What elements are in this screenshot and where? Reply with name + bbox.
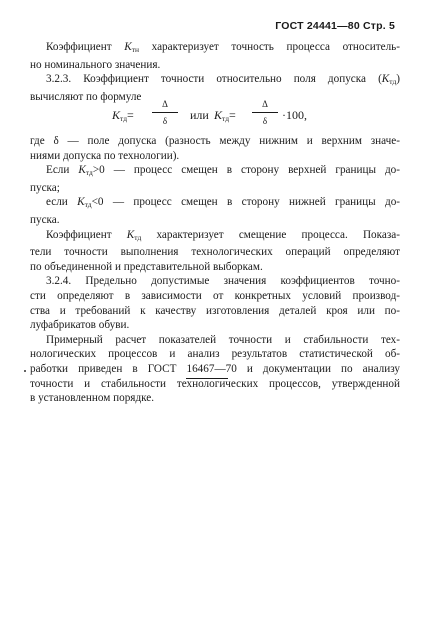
formula-or: или xyxy=(190,108,209,122)
text-line: луфабрикатов обуви. xyxy=(30,319,130,332)
end-rule xyxy=(186,378,228,379)
text-line: 3.2.3. Коэффициент точности относительно поля допуска $(K_{тд})$ xyxy=(46,73,400,87)
text-line: по объединенной и представительной выборкам. xyxy=(30,260,263,273)
text-line: нологических процессов и анализ результатов статистической об- xyxy=(30,348,400,361)
fraction-bar xyxy=(152,112,178,113)
formula-lhs-1: $K_{тд}=$ xyxy=(112,108,134,123)
text-line: где δ — поле допуска (разность между нижним и верхним значе- xyxy=(30,135,400,147)
text-line: ниями допуска по технологии). xyxy=(30,149,180,162)
fraction-bar xyxy=(252,112,278,113)
fraction-numerator: Δ xyxy=(162,99,168,109)
page-header: ГОСТ 24441—80 Стр. 5 xyxy=(275,20,395,32)
formula-lhs-2: $K_{тд}=$ xyxy=(214,108,236,123)
text-line: сти определяют в зависимости от конкретных условий производ- xyxy=(30,289,400,302)
fraction-numerator: Δ xyxy=(262,99,268,109)
text-block-1 xyxy=(30,40,400,104)
text-block-2 xyxy=(30,134,400,406)
formula xyxy=(112,99,372,133)
text-line: пуска. xyxy=(30,213,60,226)
text-line: точности и стабильности технологических процессов, утвержденной xyxy=(30,377,400,390)
text-line: вычисляют по формуле xyxy=(30,90,142,103)
fraction-denominator: δ xyxy=(162,116,168,126)
text-line: ства и требований к качеству изготовления деталей кроя или по- xyxy=(30,304,400,317)
text-line: Коэффициент $K_{тд}$ характеризует смещение процесса. Показа- xyxy=(46,228,400,242)
text-line: но номинального значения. xyxy=(30,58,161,71)
text-line: в установленном порядке. xyxy=(30,392,155,405)
fraction-denominator: δ xyxy=(262,116,268,126)
text-line: тели точности выполнения технологических операций определяют xyxy=(30,246,400,259)
text-line: 3.2.4. Предельно допустимые значения коэффициентов точно- xyxy=(46,275,400,288)
text-line: Примерный расчет показателей точности и стабильности тех- xyxy=(46,333,400,346)
formula-tail: ·100, xyxy=(282,108,307,122)
text-line: Коэффициент $K_{тн}$ характеризует точность процесса относитель- xyxy=(46,41,400,54)
text-line: работки приведен в ГОСТ 16467—70 и документации по анализу xyxy=(30,362,400,375)
text-line: пуска; xyxy=(30,181,60,194)
formula-fraction-1 xyxy=(152,99,178,126)
formula-fraction-2 xyxy=(252,99,278,126)
text-line: если $K_{тд}<0$ — процесс смещен в сторону нижней границы до- xyxy=(46,196,401,210)
scan-speck xyxy=(24,370,26,372)
text-line: Если $K_{тд}>0$ — процесс смещен в сторону верхней границы до- xyxy=(46,164,400,178)
